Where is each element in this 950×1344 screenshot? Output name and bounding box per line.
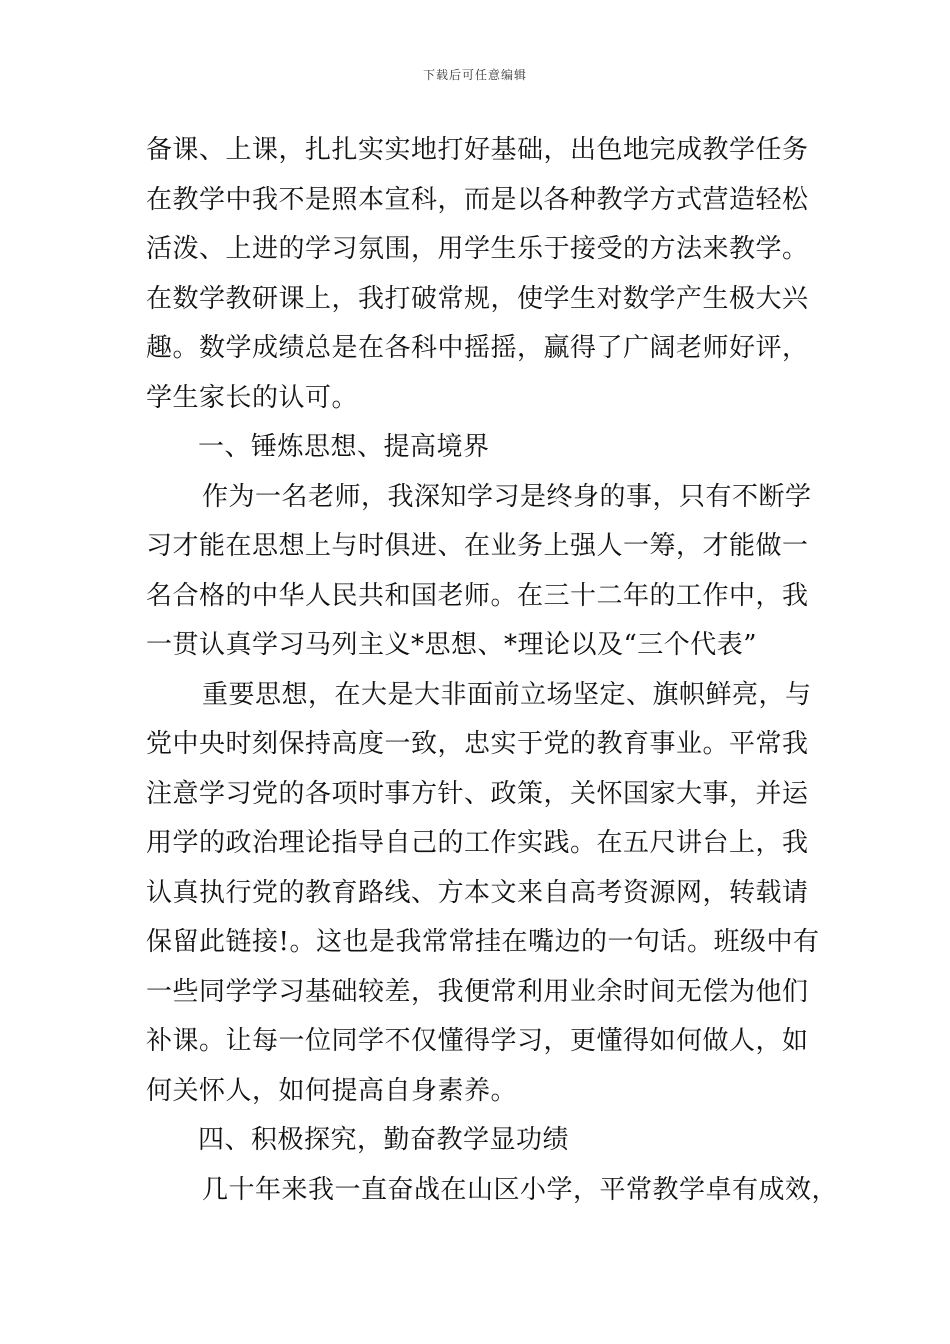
text-line: 在数学教研课上，我打破常规，使学生对数学产生极大兴 <box>146 283 809 314</box>
text-line: 一贯认真学习马列主义*思想、*理论以及“三个代表” <box>146 630 758 660</box>
document-body <box>146 126 839 1215</box>
text-line: 作为一名老师，我深知学习是终身的事，只有不断学 <box>202 481 812 512</box>
text-line: 几十年来我一直奋战在山区小学，平常教学卓有成效， <box>202 1174 839 1205</box>
text-line: 备课、上课，扎扎实实地打好基础，出色地完成教学任务 <box>146 135 809 165</box>
text-line: 习才能在思想上与时俱进、在业务上强人一筹，才能做一 <box>146 531 809 561</box>
text-line: 重要思想，在大是大非面前立场坚定、旗帜鲜亮，与 <box>202 679 812 710</box>
text-line: 补课。让每一位同学不仅懂得学习，更懂得如何做人，如 <box>146 1026 809 1056</box>
section-heading: 四、积极探究，勤奋教学显功绩 <box>198 1125 570 1155</box>
section-heading: 一、锤炼思想、提高境界 <box>198 432 490 462</box>
text-line: 认真执行党的教育路线、方本文来自高考资源网，转载请 <box>146 877 809 908</box>
text-line: 活泼、上进的学习氛围，用学生乐于接受的方法来教学。 <box>146 234 809 264</box>
text-line: 趣。数学成绩总是在各科中摇摇，赢得了广阔老师好评， <box>146 333 809 363</box>
text-line: 在教学中我不是照本宣科，而是以各种教学方式营造轻松 <box>146 184 809 215</box>
text-line: 注意学习党的各项时事方针、政策，关怀国家大事，并运 <box>146 778 809 809</box>
page-header: 下载后可任意编辑 <box>422 68 527 82</box>
text-line: 保留此链接!。这也是我常常挂在嘴边的一句话。班级中有 <box>146 927 820 957</box>
text-line: 学生家长的认可。 <box>146 382 359 413</box>
text-line: 用学的政治理论指导自己的工作实践。在五尺讲台上，我 <box>146 828 809 858</box>
text-line: 名合格的中华人民共和国老师。在三十二年的工作中，我 <box>146 580 809 611</box>
text-line: 一些同学学习基础较差，我便常利用业余时间无偿为他们 <box>146 976 809 1007</box>
text-line: 何关怀人，如何提高自身素养。 <box>146 1075 518 1106</box>
text-line: 党中央时刻保持高度一致，忠实于党的教育事业。平常我 <box>146 729 809 759</box>
